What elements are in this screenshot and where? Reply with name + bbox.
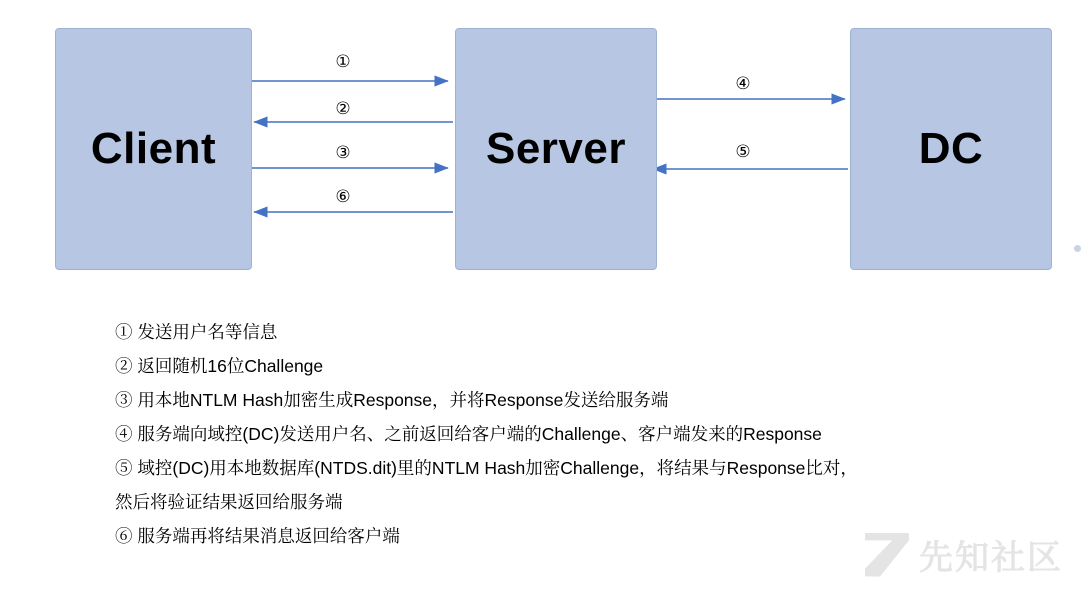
- node-client-label: Client: [90, 124, 217, 173]
- legend-item-1: ① 发送用户名等信息: [115, 322, 278, 342]
- arrow-label-1: ①: [335, 52, 351, 71]
- diagram-canvas: [0, 0, 1081, 290]
- node-server-label: Server: [485, 124, 626, 173]
- node-dc: [850, 28, 1052, 270]
- arrow-label-5: ⑤: [735, 142, 751, 161]
- arrow-label-3: ③: [335, 143, 351, 162]
- decorative-dot: [1074, 245, 1081, 252]
- legend-item-4: ④ 服务端向域控(DC)发送用户名、之前返回给客户端的Challenge、客户端发来的Response: [115, 424, 822, 444]
- node-server: [455, 28, 657, 270]
- legend-item-5-continued: 然后将验证结果返回给服务端: [115, 492, 343, 512]
- watermark-text: 先知社区: [919, 539, 1063, 577]
- arrow-label-6: ⑥: [335, 187, 351, 206]
- legend-item-6: ⑥ 服务端再将结果消息返回给客户端: [115, 526, 400, 546]
- legend-item-2: ② 返回随机16位Challenge: [115, 356, 324, 376]
- arrow-label-4: ④: [735, 74, 751, 93]
- legend-item-3: ③ 用本地NTLM Hash加密生成Response，并将Response发送给服务端: [115, 390, 669, 410]
- legend-list: [115, 315, 1015, 553]
- arrow-label-2: ②: [335, 99, 351, 118]
- node-dc-label: DC: [918, 124, 984, 173]
- node-client: [55, 28, 252, 270]
- legend-item-5: ⑤ 域控(DC)用本地数据库(NTDS.dit)里的NTLM Hash加密Challenge，将结果与Response比对，: [115, 458, 858, 478]
